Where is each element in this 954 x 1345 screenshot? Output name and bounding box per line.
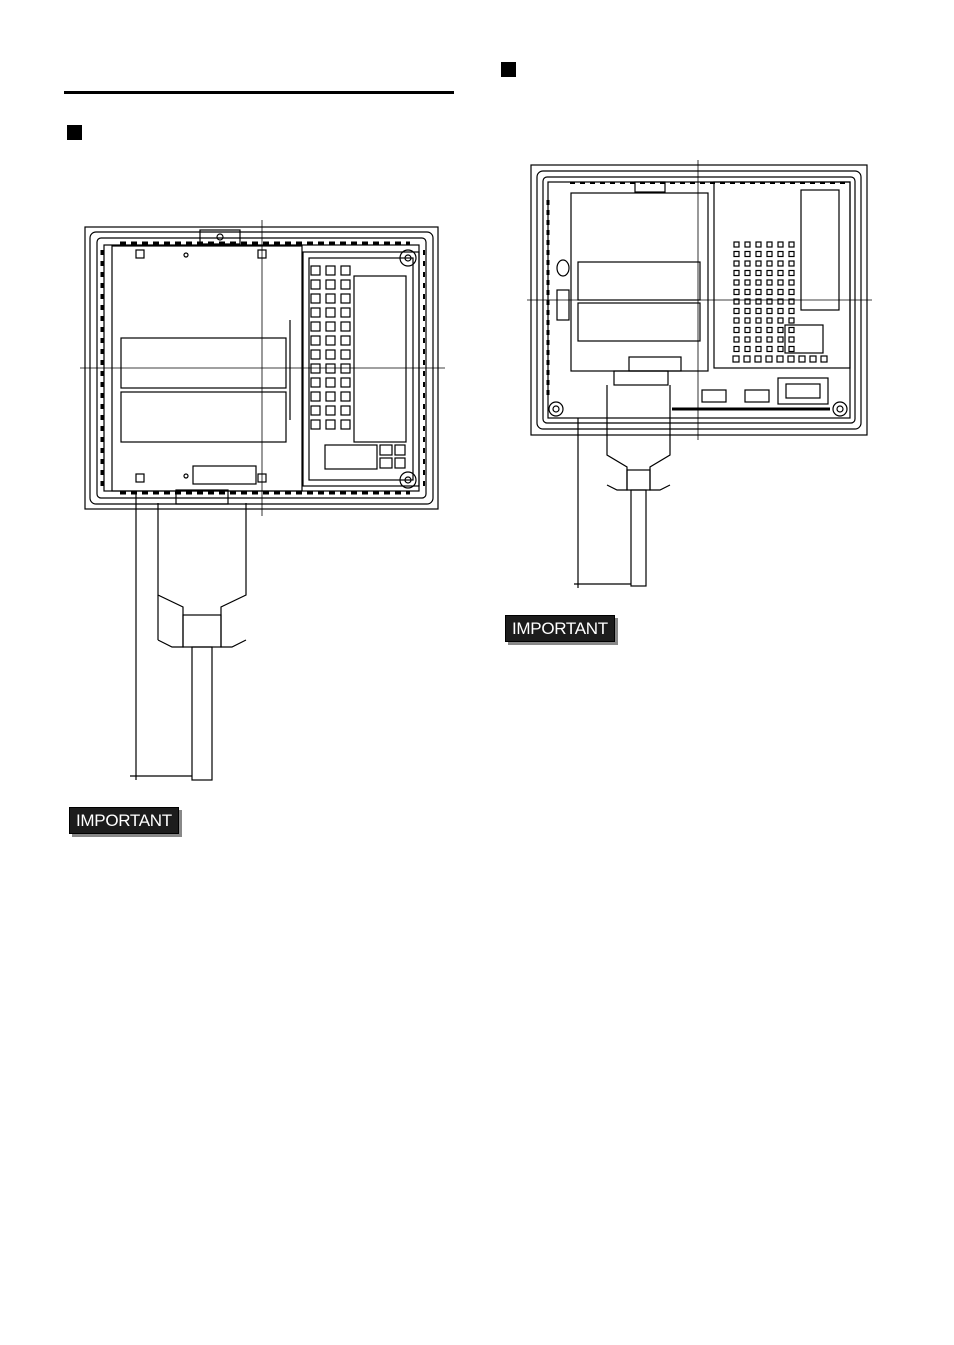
right-cable xyxy=(574,371,670,588)
left-cable xyxy=(130,490,246,780)
right-terminal-grid xyxy=(733,242,827,362)
right-important-badge: IMPORTANT xyxy=(505,615,615,642)
left-centerlines xyxy=(80,220,445,516)
left-important-badge: IMPORTANT xyxy=(69,807,179,834)
left-terminal-grid xyxy=(311,266,350,429)
